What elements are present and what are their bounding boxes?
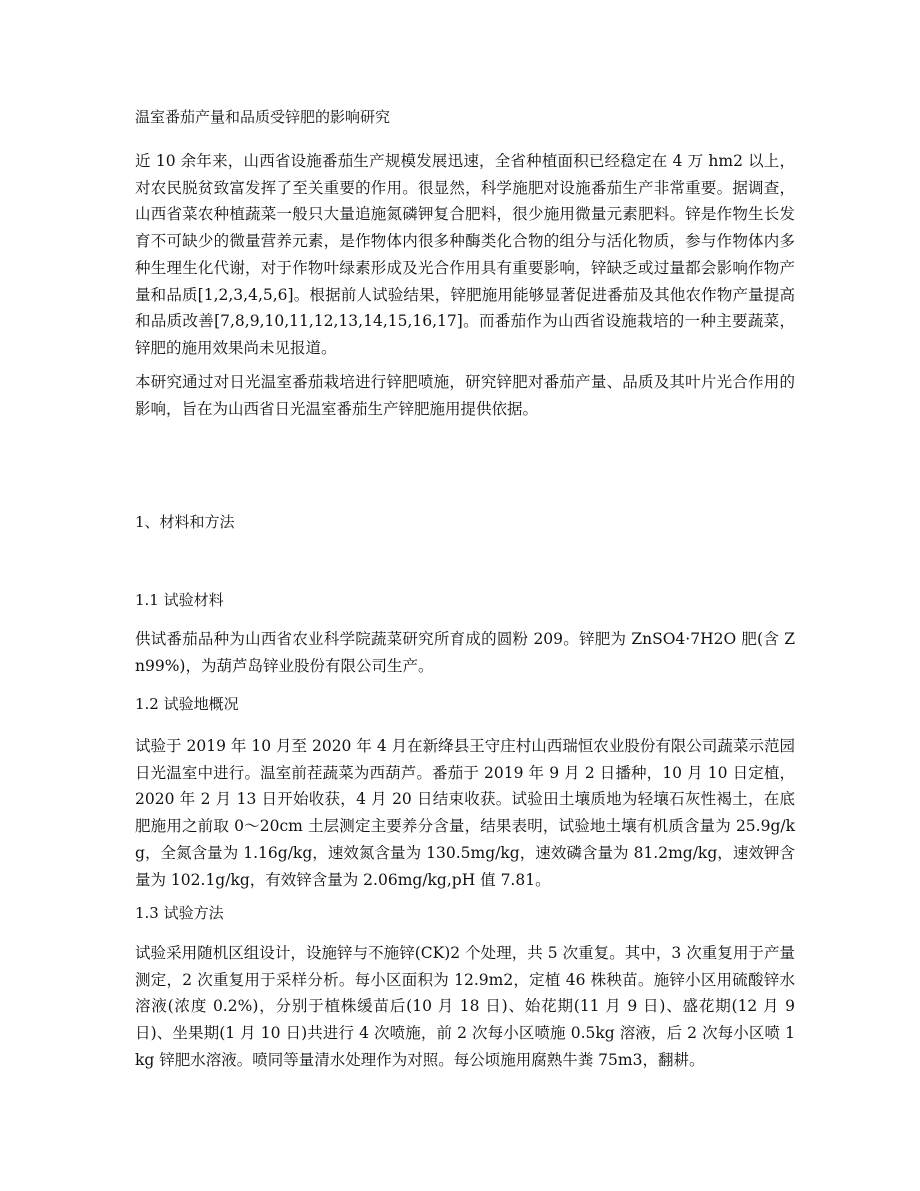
section-1-3-text: 试验采用随机区组设计，设施锌与不施锌(CK)2 个处理，共 5 次重复。其中，3 次重复用于产量测定，2 次重复用于采样分析。每小区面积为 12.9m2，定植 46 株秧苗。施锌小区用硫酸锌水溶液(浓度 0.2%)，分别于植株缓苗后(10 月 18 日)、始花期(11 月 9 日)、盛花期(12 月 9 日)、坐果期(1 月 10 日)共进行 4 次喷施，前 2 次每小区喷施 0.5kg 溶液，后 2 次每小区喷 1kg 锌肥水溶液。喷同等量清水处理作为对照。每公顷施用腐熟牛粪 75m3，翻耕。 bbox=[135, 944, 795, 1069]
section-1-1-text: 供试番茄品种为山西省农业科学院蔬菜研究所育成的圆粉 209。锌肥为 ZnSO4·7H2O 肥(含 Zn99%)，为葫芦岛锌业股份有限公司生产。 bbox=[135, 630, 795, 675]
intro-paragraph-1: 近 10 余年来，山西省设施番茄生产规模发展迅速，全省种植面积已经稳定在 4 万 hm2 以上，对农民脱贫致富发挥了至关重要的作用。很显然，科学施肥对设施番茄生产非常重要。据调查，山西省菜农种植蔬菜一般只大量追施氮磷钾复合肥料，很少施用微量元素肥料。锌是作物生长发育不可缺少的微量营养元素，是作物体内很多种酶类化合物的组分与活化物质，参与作物体内多种生理生化代谢，对于作物叶绿素形成及光合作用具有重要影响，锌缺乏或过量都会影响作物产量和品质[1,2,3,4,5,6]。根据前人试验结果，锌肥施用能够显著促进番茄及其他农作物产量提高和品质改善[7,8,9,10,11,12,13,14,15,16,17]。而番茄作为山西省设施栽培的一种主要蔬菜，锌肥的施用效果尚未见报道。 bbox=[135, 152, 795, 357]
intro-paragraph-2: 本研究通过对日光温室番茄栽培进行锌肥喷施，研究锌肥对番茄产量、品质及其叶片光合作用的影响，旨在为山西省日光温室番茄生产锌肥施用提供依据。 bbox=[135, 373, 795, 418]
section-1-2-heading: 1.2 试验地概况 bbox=[135, 695, 239, 713]
section-1-1-heading: 1.1 试验材料 bbox=[135, 591, 224, 609]
section-1-heading: 1、材料和方法 bbox=[135, 513, 235, 531]
section-1-3-heading: 1.3 试验方法 bbox=[135, 904, 224, 922]
document-title: 温室番茄产量和品质受锌肥的影响研究 bbox=[135, 108, 391, 126]
section-1-2-text: 试验于 2019 年 10 月至 2020 年 4 月在新绛县王守庄村山西瑞恒农业股份有限公司蔬菜示范园日光温室中进行。温室前茬蔬菜为西葫芦。番茄于 2019 年 9 月 2 日播种，10 月 10 日定植，2020 年 2 月 13 日开始收获，4 月 20 日结束收获。试验田土壤质地为轻壤石灰性褐土，在底肥施用之前取 0～20cm 土层测定主要养分含量，结果表明，试验地土壤有机质含量为 25.9g/kg，全氮含量为 1.16g/kg，速效氮含量为 130.5mg/kg，速效磷含量为 81.2mg/kg，速效钾含量为 102.1g/kg，有效锌含量为 2.06mg/kg,pH 值 7.81。 bbox=[135, 737, 795, 889]
